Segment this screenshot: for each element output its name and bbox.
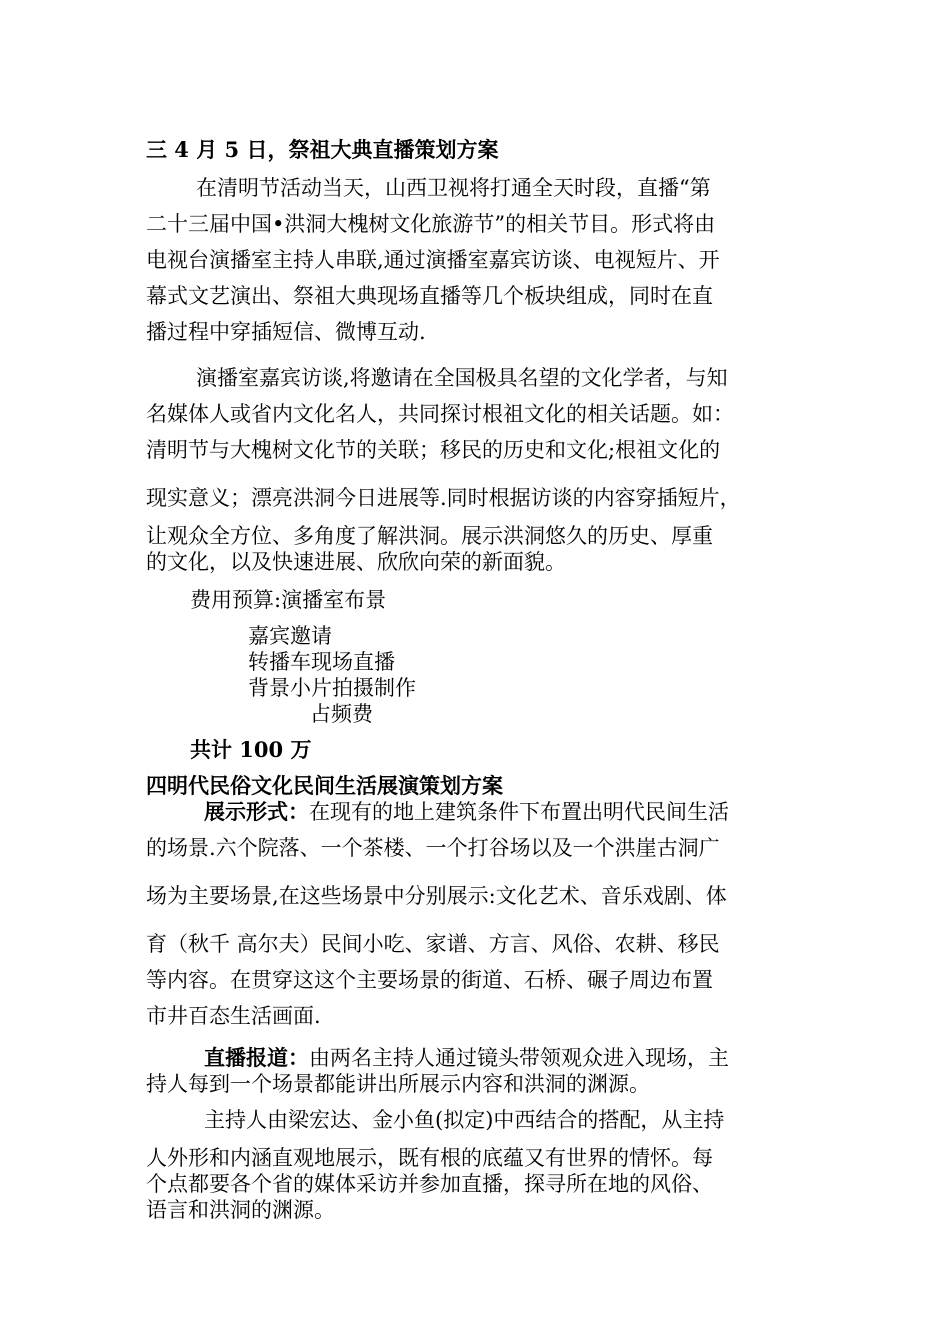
budget-item: 背景小片拍摄制作: [248, 676, 416, 700]
display-form-line: [204, 798, 729, 826]
display-form-label: 展示形式：: [204, 799, 309, 824]
budget-item: 嘉宾邀请: [248, 624, 332, 648]
display-form-line: 的场景.六个院落、一个茶楼、一个打谷场以及一个洪崖古洞广: [146, 836, 720, 860]
budget-total: 共计 100 万: [190, 737, 312, 762]
budget-item: 转播车现场直播: [248, 650, 395, 674]
broadcast-label: 直播报道：: [204, 1045, 309, 1070]
display-form-line: 育（秋千 高尔夫）民间小吃、家谱、方言、风俗、农耕、移民: [146, 932, 720, 956]
host-line: 个点都要各个省的媒体采访并参加直播，探寻所在地的风俗、: [146, 1172, 713, 1196]
section3-para2-line: 演播室嘉宾访谈,将邀请在全国极具名望的文化学者，与知: [196, 366, 728, 390]
section3-para1-line: 在清明节活动当天，山西卫视将打通全天时段，直播“第: [196, 176, 711, 200]
section3-para2-line: 现实意义；漂亮洪洞今日进展等.同时根据访谈的内容穿插短片，: [146, 486, 741, 510]
broadcast-text: 由两名主持人通过镜头带领观众进入现场，主: [309, 1046, 729, 1070]
section3-para1-line: 幕式文艺演出、祭祖大典现场直播等几个板块组成，同时在直: [146, 284, 713, 308]
display-form-line: 等内容。在贯穿这这个主要场景的街道、石桥、碾子周边布置: [146, 968, 713, 992]
section3-para1-line: 播过程中穿插短信、微博互动.: [146, 320, 426, 344]
display-form-line: 市井百态生活画面.: [146, 1004, 321, 1028]
display-form-line: 场为主要场景,在这些场景中分别展示:文化艺术、音乐戏剧、体: [146, 884, 727, 908]
host-line: 语言和洪洞的渊源。: [146, 1198, 335, 1222]
display-form-text: 在现有的地上建筑条件下布置出明代民间生活: [309, 800, 729, 824]
section3-para2-line: 的文化，以及快速进展、欣欣向荣的新面貌。: [146, 550, 566, 574]
section3-para1-line: 二十三届中国•洪洞大槐树文化旅游节”的相关节目。形式将由: [146, 212, 716, 236]
section3-para2-line: 名媒体人或省内文化名人，共同探讨根祖文化的相关话题。如：: [146, 402, 734, 426]
section4-heading: 四明代民俗文化民间生活展演策划方案: [146, 773, 503, 798]
section3-para2-line: 清明节与大槐树文化节的关联；移民的历史和文化;根祖文化的: [146, 438, 721, 462]
broadcast-line: 持人每到一个场景都能讲出所展示内容和洪洞的渊源。: [146, 1072, 650, 1096]
broadcast-line: [204, 1044, 729, 1072]
budget-label: 费用预算:演播室布景: [190, 588, 387, 612]
budget-item: 占频费: [310, 702, 373, 726]
section3-heading: 三 4 月 5 日，祭祖大典直播策划方案: [146, 137, 499, 162]
host-line: 主持人由梁宏达、金小鱼(拟定)中西结合的搭配，从主持: [204, 1108, 725, 1132]
section3-para2-line: 让观众全方位、多角度了解洪洞。展示洪洞悠久的历史、厚重: [146, 524, 713, 548]
host-line: 人外形和内涵直观地展示，既有根的底蕴又有世界的情怀。每: [146, 1146, 713, 1170]
section3-para1-line: 电视台演播室主持人串联,通过演播室嘉宾访谈、电视短片、开: [146, 248, 720, 272]
